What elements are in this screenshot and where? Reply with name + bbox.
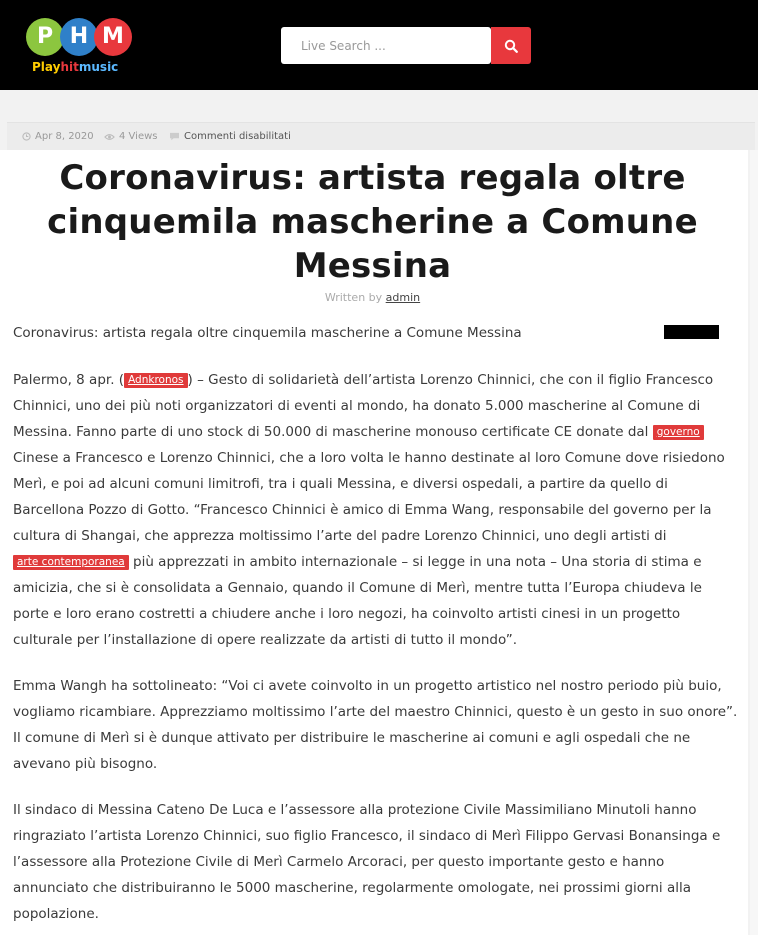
article-title: Coronavirus: artista regala oltre cinquemila mascherine a Comune Messina: [47, 158, 698, 286]
search-input[interactable]: [281, 27, 491, 64]
sidebar-edge: [750, 150, 758, 935]
logo-letter-p: P: [26, 18, 64, 56]
post-comments: [169, 131, 291, 142]
post-meta-bar: [7, 122, 755, 150]
article-paragraph-2: Emma Wangh ha sottolineato: “Voi ci avete coinvolto in un progetto artistico nel nostro periodo più buio, vogliamo ricambiare. Apprezziamo moltissimo l’arte del maestro Chinnici, questo è un gesto in suo onore”. Il comune di Merì si è dunque attivato per distribuire le mascherine ai comuni e agli ospedali che ne avevano più bisogno.: [13, 678, 738, 772]
search-button[interactable]: [491, 27, 531, 64]
p1-text-d: più apprezzati in ambito internazionale – si legge in una nota – Una storia di stima e amicizia, che si è consolidata a Gennaio, quando il Comune di Merì, mentre tutta l’Europa chiudeva le porte e loro erano costretti a chiudere anche i loro negozi, ha coinvolto artisti cinesi in un progetto culturale per l’installazione di opere realizzate da artisti di tutto il mondo”.: [13, 554, 702, 648]
clock-icon: [22, 132, 31, 141]
logo-letter-h: H: [60, 18, 98, 56]
article-byline: [0, 291, 745, 304]
search-icon: [504, 39, 518, 53]
logo-tagline-music: music: [78, 60, 119, 74]
p1-text-b: ) – Gesto di solidarietà dell’artista Lorenzo Chinnici, che con il figlio Francesco Chinnici, uno dei più noti organizzatori di eventi al mondo, ha donato 5.000 mascherine al Comune di Messina. Fanno parte di uno stock di 50.000 di mascherine monouso certificate CE donate dal: [13, 372, 714, 440]
tag-arte-contemporanea[interactable]: arte contemporanea: [13, 555, 129, 570]
article-intro: Coronavirus: artista regala oltre cinquemila mascherine a Comune Messina: [13, 325, 522, 341]
logo-tagline-play: Play: [32, 60, 61, 74]
article-paragraph-1: [13, 367, 738, 653]
author-link[interactable]: admin: [385, 291, 421, 304]
logo-tagline-hit: hit: [60, 60, 79, 74]
post-views-text: 4 Views: [119, 131, 158, 142]
site-header: [0, 0, 758, 90]
article-paragraph-3: Il sindaco di Messina Cateno De Luca e l’assessore alla protezione Civile Massimiliano Minutoli hanno ringraziato l’artista Lorenzo Chinnici, suo figlio Francesco, il sindaco di Merì Filippo Gervasi Bonansinga e l’assessore alla Protezione Civile di Merì Carmelo Arcoraci, per questo importante gesto e hanno annunciato che distribuiranno le 5000 mascherine, regolarmente omologate, nei prossimi giorni alla popolazione.: [13, 802, 721, 922]
post-date-text: Apr 8, 2020: [35, 131, 94, 142]
p1-text-a: Palermo, 8 apr. (: [13, 372, 125, 388]
post-date: [22, 131, 94, 142]
eye-icon: [104, 133, 115, 141]
logo-tagline: [32, 60, 118, 74]
tag-adnkronos[interactable]: Adnkronos: [124, 373, 187, 388]
post-comments-text: Commenti disabilitati: [184, 131, 291, 142]
logo-letter-m: M: [94, 18, 132, 56]
ad-placeholder: [664, 325, 719, 339]
p1-text-c: Cinese a Francesco e Lorenzo Chinnici, che a loro volta le hanno destinate al loro Comune dove risiedono Merì, e poi ad alcuni comuni limitrofi, tra i quali Messina, e diversi ospedali, a partire da quello di Barcellona Pozzo di Gotto. “Francesco Chinnici è amico di Emma Wang, responsabile del governo per la cultura di Shangai, che apprezza moltissimo l’arte del padre Lorenzo Chinnici, uno degli artisti di: [13, 450, 725, 544]
post-views: [104, 131, 157, 142]
site-logo[interactable]: [26, 18, 136, 78]
comment-icon: [169, 132, 180, 141]
tag-governo[interactable]: governo: [653, 425, 704, 440]
byline-prefix: Written by: [324, 291, 383, 304]
